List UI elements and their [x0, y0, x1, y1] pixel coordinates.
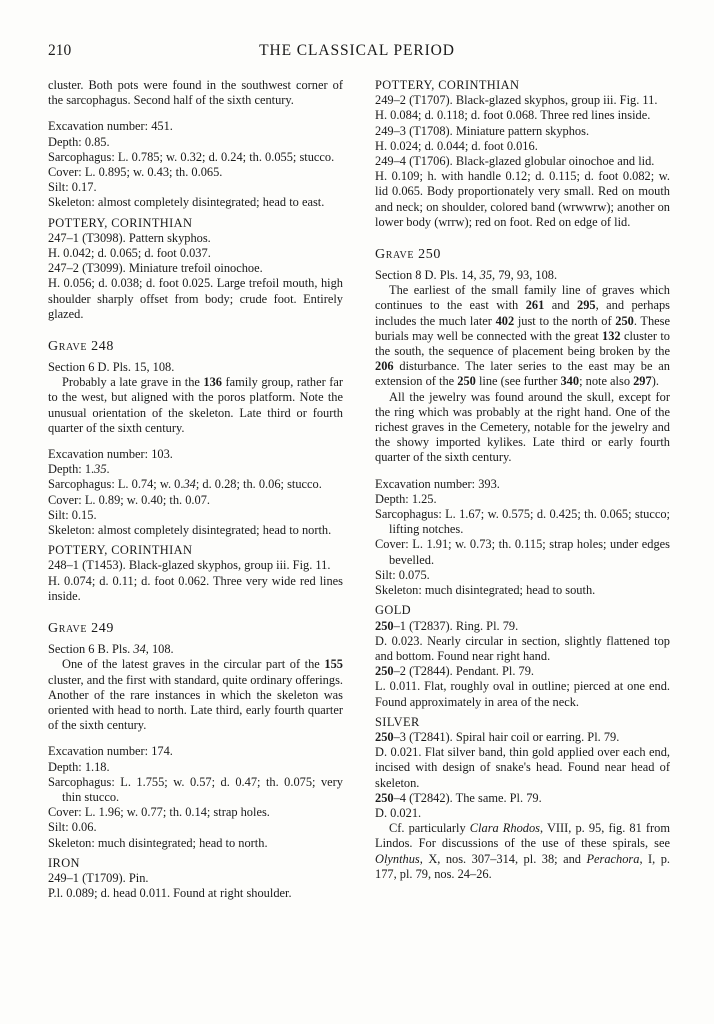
vertical-spacer: [375, 230, 670, 246]
body-paragraph: H. 0.084; d. 0.118; d. foot 0.068. Three red lines inside.: [375, 108, 651, 123]
page-number: 210: [48, 42, 72, 59]
body-paragraph: cluster. Both pots were found in the southwest corner of the sarcophagus. Second half of the sixth century.: [48, 78, 343, 108]
body-paragraph: Excavation number: 451.: [48, 119, 173, 134]
body-paragraph: 248–1 (T1453). Black-glazed skyphos, group iii. Fig. 11.: [48, 558, 331, 573]
body-paragraph: Silt: 0.15.: [48, 507, 97, 522]
body-paragraph: Cover: L. 0.895; w. 0.43; th. 0.065.: [48, 165, 223, 180]
body-paragraph: Depth: 1.25.: [375, 491, 437, 506]
section-subheading: SILVER: [375, 714, 420, 729]
body-paragraph: Excavation number: 393.: [375, 476, 500, 491]
body-paragraph: Silt: 0.17.: [48, 180, 97, 195]
body-paragraph: 247–1 (T3098). Pattern skyphos.: [48, 230, 211, 245]
body-paragraph: Cover: L. 1.96; w. 0.77; th. 0.14; strap holes.: [48, 805, 270, 820]
body-paragraph: Silt: 0.06.: [48, 820, 97, 835]
body-paragraph: 249–4 (T1706). Black-glazed globular oinochoe and lid.: [375, 154, 655, 169]
body-paragraph: 249–3 (T1708). Miniature pattern skyphos.: [375, 123, 590, 138]
vertical-spacer: [375, 466, 670, 477]
body-paragraph: Cover: L. 1.91; w. 0.73; th. 0.115; strap holes; under edges bevelled.: [375, 537, 670, 567]
body-paragraph: Sarcophagus: L. 0.785; w. 0.32; d. 0.24; th. 0.055; stucco.: [48, 149, 335, 164]
body-paragraph: Skeleton: almost completely disintegrated; head to north.: [48, 523, 332, 538]
grave-heading: Grave 250: [375, 247, 441, 263]
body-paragraph: L. 0.011. Flat, roughly oval in outline; pierced at one end. Found approximately in area of the neck.: [375, 679, 670, 709]
running-head: THE CLASSICAL PERIOD: [259, 42, 455, 59]
body-paragraph: Probably a late grave in the 136 family group, rather far to the west, but aligned with the poros platform. Note the unusual orientation of the skeleton. Late third or fourth quarter of the sixth century.: [48, 375, 343, 435]
section-subheading: IRON: [48, 855, 80, 870]
body-paragraph: One of the latest graves in the circular part of the 155 cluster, and the first with standard, quite ordinary offerings. Another of the rare instances in which the skeleton was oriented with head to north. Late third, early fourth quarter of the sixth century.: [48, 657, 343, 733]
body-paragraph: Cover: L. 0.89; w. 0.40; th. 0.07.: [48, 492, 210, 507]
body-paragraph: H. 0.024; d. 0.044; d. foot 0.016.: [375, 138, 538, 153]
vertical-spacer: [48, 322, 343, 338]
body-paragraph: 250–3 (T2841). Spiral hair coil or earring. Pl. 79.: [375, 729, 620, 744]
body-paragraph: P.l. 0.089; d. head 0.011. Found at right shoulder.: [48, 886, 292, 901]
body-paragraph: Sarcophagus: L. 1.755; w. 0.57; d. 0.47; th. 0.075; very thin stucco.: [48, 774, 343, 804]
body-paragraph: H. 0.074; d. 0.11; d. foot 0.062. Three very wide red lines inside.: [48, 573, 343, 603]
vertical-spacer: [48, 108, 343, 119]
body-paragraph: 247–2 (T3099). Miniature trefoil oinochoe.: [48, 261, 263, 276]
vertical-spacer: [48, 733, 343, 744]
section-subheading: POTTERY, CORINTHIAN: [48, 215, 193, 230]
body-paragraph: 249–2 (T1707). Black-glazed skyphos, group iii. Fig. 11.: [375, 93, 658, 108]
body-paragraph: All the jewelry was found around the skull, except for the ring which was probably at the right hand. One of the richest graves in the Cemetery, notable for the jewelry and the showy imported kylikes. Late third or early fourth quarter of the sixth century.: [375, 389, 670, 465]
body-paragraph: Depth: 1.18.: [48, 759, 110, 774]
grave-heading: Grave 249: [48, 621, 114, 637]
body-paragraph: 250–1 (T2837). Ring. Pl. 79.: [375, 618, 519, 633]
body-paragraph: 249–1 (T1709). Pin.: [48, 870, 149, 885]
body-paragraph: Section 8 D. Pls. 14, 35, 79, 93, 108.: [375, 268, 558, 283]
body-paragraph: 250–2 (T2844). Pendant. Pl. 79.: [375, 664, 535, 679]
body-paragraph: Excavation number: 174.: [48, 744, 173, 759]
section-subheading: GOLD: [375, 603, 412, 618]
two-column-body: [48, 78, 670, 901]
vertical-spacer: [48, 604, 343, 620]
body-paragraph: Depth: 0.85.: [48, 134, 110, 149]
body-paragraph: Silt: 0.075.: [375, 567, 430, 582]
body-paragraph: D. 0.023. Nearly circular in section, slightly flattened top and bottom. Found near right hand.: [375, 633, 670, 663]
right-column: [375, 78, 670, 901]
grave-heading: Grave 248: [48, 339, 114, 355]
body-paragraph: Skeleton: much disintegrated; head to south.: [375, 583, 596, 598]
body-paragraph: Sarcophagus: L. 0.74; w. 0.34; d. 0.28; th. 0.06; stucco.: [48, 477, 322, 492]
section-subheading: POTTERY, CORINTHIAN: [375, 78, 520, 92]
body-paragraph: Skeleton: almost completely disintegrated; head to east.: [48, 195, 325, 210]
body-paragraph: Skeleton: much disintegrated; head to north.: [48, 835, 268, 850]
left-column: [48, 78, 343, 901]
body-paragraph: Section 6 B. Pls. 34, 108.: [48, 642, 174, 657]
body-paragraph: H. 0.042; d. 0.065; d. foot 0.037.: [48, 246, 211, 261]
body-paragraph: Cf. particularly Clara Rhodos, VIII, p. 95, fig. 81 from Lindos. For discussions of the use of these spirals, see Olynthus, X, nos. 307–314, pl. 38; and Perachora, I, p. 177, pl. 79, nos. 24–26.: [375, 821, 670, 881]
body-paragraph: D. 0.021.: [375, 805, 422, 820]
page-header: [48, 42, 666, 64]
body-paragraph: Depth: 1.35.: [48, 462, 110, 477]
body-paragraph: H. 0.109; h. with handle 0.12; d. 0.115; d. foot 0.082; w. lid 0.065. Body proportionately very small. Red on mouth and neck; on shoulder, colored band (wrwwrw); another on lower body (wrrw); red on foot. Red on edge of lid.: [375, 169, 670, 229]
body-paragraph: Excavation number: 103.: [48, 447, 173, 462]
vertical-spacer: [48, 436, 343, 447]
body-paragraph: H. 0.056; d. 0.038; d. foot 0.025. Large trefoil mouth, high shoulder sharply offset from body; crude foot. Entirely glazed.: [48, 276, 343, 321]
body-paragraph: Sarcophagus: L. 1.67; w. 0.575; d. 0.425; th. 0.065; stucco; lifting notches.: [375, 507, 670, 537]
body-paragraph: The earliest of the small family line of graves which continues to the east with 261 and 295, and perhaps includes the much later 402 just to the north of 250. These burials may well be connected with the great 132 cluster to the south, the sequence of placement being broken by the 206 disturbance. The later series to the east may be an extension of the 250 line (see further 340; note also 297).: [375, 283, 670, 389]
section-subheading: POTTERY, CORINTHIAN: [48, 543, 193, 558]
body-paragraph: 250–4 (T2842). The same. Pl. 79.: [375, 790, 542, 805]
body-paragraph: Section 6 D. Pls. 15, 108.: [48, 360, 175, 375]
body-paragraph: D. 0.021. Flat silver band, thin gold applied over each end, incised with design of snake's head. Found near head of skeleton.: [375, 745, 670, 790]
